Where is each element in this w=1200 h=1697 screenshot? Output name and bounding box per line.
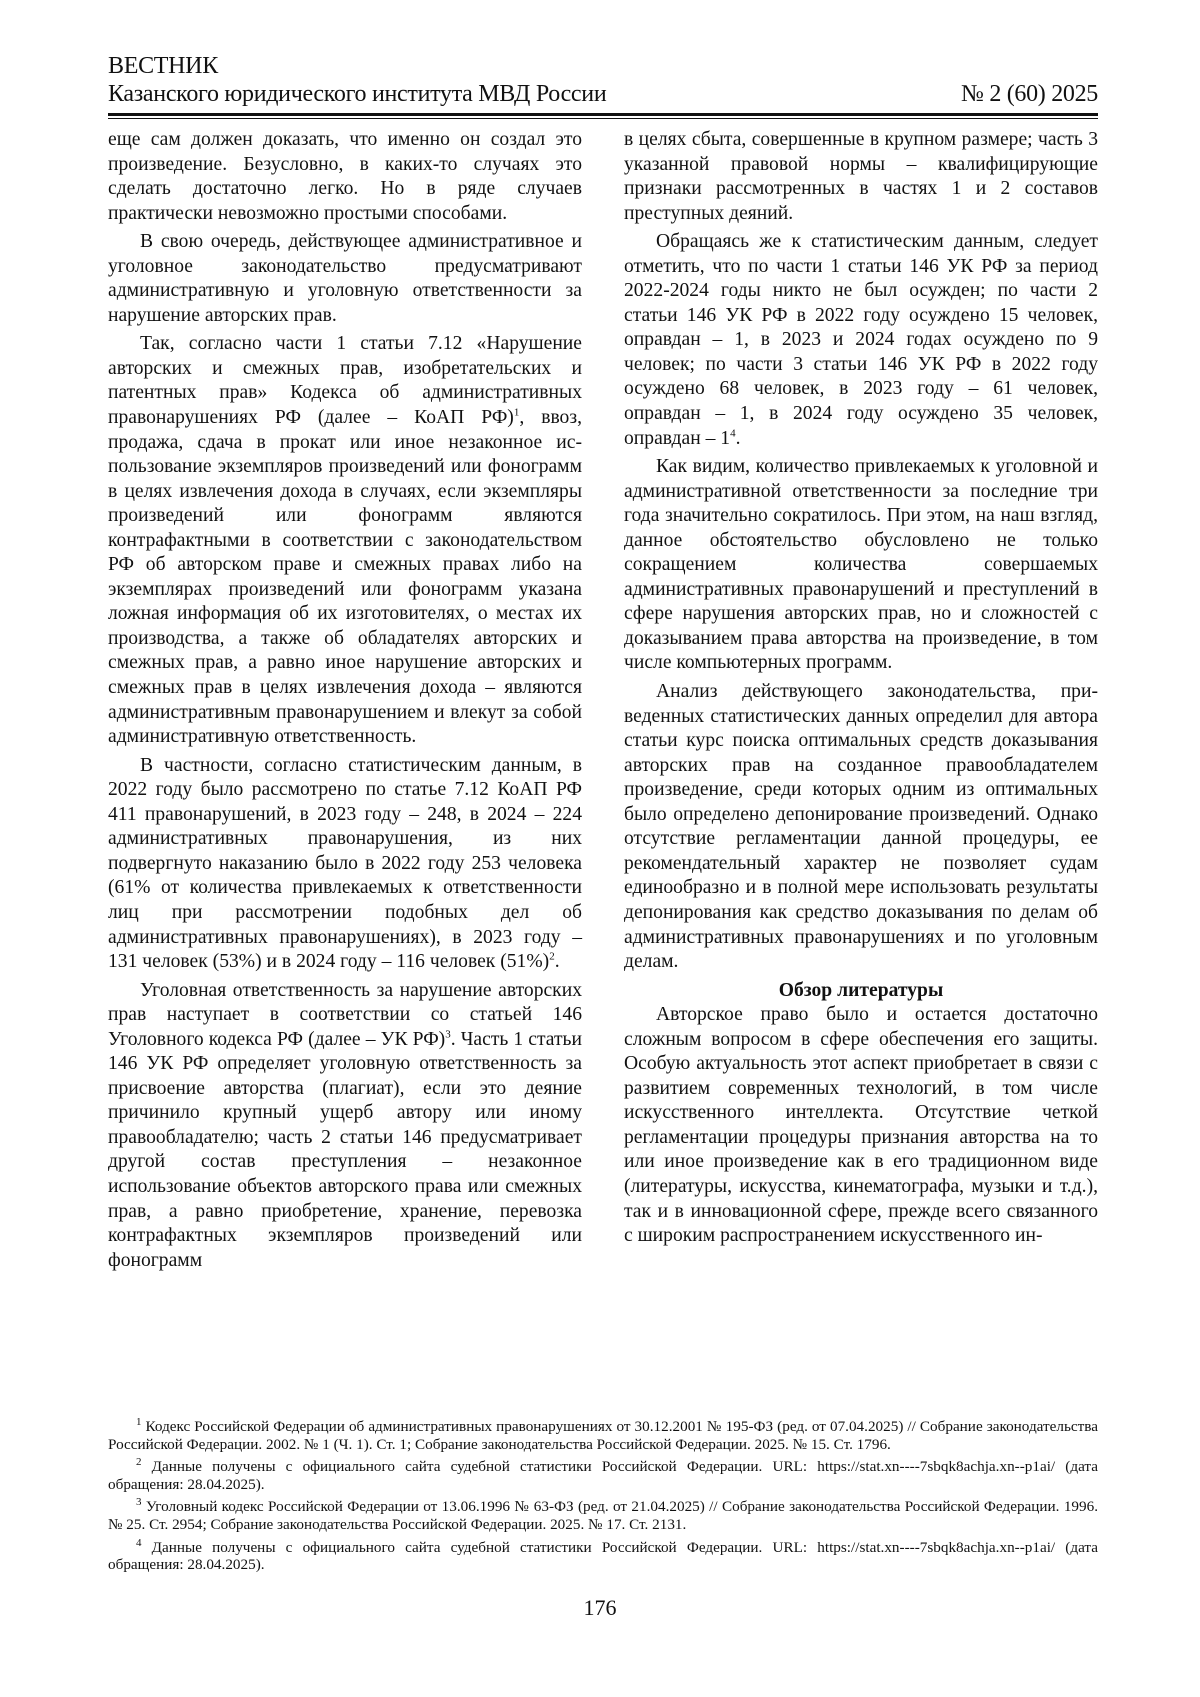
footnote-text: Данные получены с официального сайта судебной статистики Российской Федерации. URL: https://stat.xn----7sbqk8achja.xn--p1ai/ (дата обращения: 28.04.2025). [108,1458,1098,1493]
journal-title: ВЕСТНИК [108,53,218,79]
issue-number: № 2 (60) 2025 [961,81,1098,107]
paragraph: еще сам должен доказать, что именно он создал это произведение. Безусловно, в каких-то случаях это сделать достаточно легко. Но в ряде случаев практически невозможно простыми способами. [108,129,582,224]
paragraph: Как видим, количество привлекаемых к уголовной и административной ответственности за последние три года значительно сократилось. При этом, на наш взгляд, данное обстоятельство обусловлено не только сокращением количества совершаемых административных правонарушений и преступлений в сфере нарушения авторских прав, но и сложностей с доказыванием права авторства на произведение, в том числе компьютерных программ. [624,456,1098,674]
paragraph-text: Обращаясь же к статистическим данным, следует отметить, что по части 1 статьи 146 УК РФ за период 2022-2024 годы никто не был осужден; по части 2 статьи 146 УК РФ в 2022 году осуждено 15 человек, оправдан – 1, в 2023 и 2024 годах осуждено по 9 человек; по части 3 статьи 146 УК РФ в 2022 году осуждено 68 человек, в 2023 году – 61 человек, оправдан – 1, в 2024 году осуждено 35 человек, оправдан – 1 [624,231,1098,449]
paragraph-text: . [450,1028,456,1050]
paragraph: В свою очередь, действующее административное и уголовное законодательство предусматривают административную и уголовную ответственности за нарушение авторских прав. [108,231,582,326]
paragraph-text: . [735,427,741,449]
paragraph: в целях сбыта, совершенные в крупном размере; часть 3 указанной правовой нормы – квалифицирующие признаки рассмотренных в частях 1 и 2 составов преступных деяний. [624,129,1098,224]
footnote [108,1415,1098,1453]
paragraph [108,754,582,975]
footnote [108,1536,1098,1574]
paragraph-text: Уголовная ответственность за нарушение авторских прав наступает в соответствии со статьей 146 Уголовного кодекса РФ (далее – УК РФ) [108,979,582,1050]
section-heading: Обзор литературы [778,979,944,1001]
footnote-text: Данные получены с официального сайта судебной статистики Российской Федерации. URL: https://stat.xn----7sbqk8achja.xn--p1ai/ (дата обращения: 28.04.2025). [108,1538,1098,1574]
left-column [108,128,582,1277]
paragraph: Авторское право было и остается достаточно сложным вопросом в сфере обеспечения его защиты. Особую актуальность этот аспект приобретает в связи с развитием современных технологий, в том числе искусственного интеллекта. Отсутствие четкой регламентации процедуры признания авторства на то или иное произведение как в его традиционном виде (литературы, искусства, кинематографа, музыки и т.д.), так и в инновационной сфере, прежде всего связанного с широким распространением искусственного ин- [624,1004,1098,1247]
paragraph [108,332,582,749]
journal-subtitle-row [108,80,1098,108]
paragraph-text: , ввоз, продажа, сдача в прокат или иное незаконное использование экземпляров произведений или фонограмм в целях извлечения дохода в случаях, если экземпляры произведений или фонограмм являются контрафактными в соответствии с законодательством РФ об авторском праве и смежных правах либо на экземплярах произведений или фонограмм указана ложная информация об их изготовителях, о местах их производства, а также об обладателях авторских и смежных прав, а равно иное нарушение авторских и смежных прав в целях извлечения дохода – являются административным правонарушением и влекут за собой административную ответственность. [108,407,582,748]
page-number: 176 [583,1595,617,1620]
footnote [108,1498,1098,1533]
paragraph-text: Так, согласно части 1 статьи 7.12 «Нарушение авторских и смежных прав, изобретательских и патентных прав» Кодекса об административных правонарушениях РФ (далее – КоАП РФ) [108,333,582,429]
footnote-number: 2 [136,1456,142,1469]
footnote-ref[interactable]: 1 [513,406,520,419]
footnote-text: Уголовный кодекс Российской Федерации от 13.06.1996 № 63-ФЗ (ред. от 21.04.2025) // Собрание законодательства Российской Федерации. 1996. № 25. Ст. 2954; Собрание законодательства Российской Федерации. 2025. № 17. Ст. 2131. [108,1498,1098,1533]
footnote-ref[interactable]: 2 [549,950,555,963]
paragraph [624,230,1098,451]
paragraph-text: В частности, согласно статистическим данным, в 2022 году было рассмотрено по статье 7.12 КоАП РФ 411 правонарушений, в 2023 году – 248, в 2024 – 224 административных правонарушения, из них подвергнуто наказанию было в 2022 году 253 человека (61% от количества привлекаемых к ответственности лиц при рассмотрении подобных дел об административных правонарушениях), в 2023 году – 131 человек (53%) и в 2024 году – 116 человек (51%) [108,754,582,973]
footnote-number: 3 [136,1496,142,1509]
journal-header [108,52,1098,119]
right-column [624,128,1098,1277]
footnotes [108,1415,1098,1579]
header-double-rule [108,113,1098,119]
paragraph-text: . [554,951,560,973]
footnote-number: 4 [136,1536,142,1549]
footnote-ref[interactable]: 3 [445,1028,451,1041]
article-body [108,128,1098,1277]
paragraph: Анализ действующего законодательства, приведенных статистических данных определил для автора статьи курс поиска оптимальных средств доказывания авторских прав на созданное правообладателем произведение, среди которых одним из оптимальных было определено депонирование произведений. Однако отсутствие регламентации данной процедуры, ее рекомендательный характер не позволяет судам единообразно и в полной мере использовать результаты депонирования как средство доказывания по делам об административных правонарушениях и по уголовным делам. [624,681,1098,973]
footnote [108,1458,1098,1493]
paragraph-text: Часть 1 статьи 146 УК РФ определяет уголовную ответственность за присвоение авторства (плагиат), если это деяние причинило крупный ущерб автору или иному правообладателю; часть 2 статьи 146 предусматривает другой состав преступления – незаконное использование объектов авторского права или смежных прав, а равно приобретение, хранение, перевозка контрафактных экземпляров произведений или фонограмм [108,1028,582,1271]
footnote-ref[interactable]: 4 [730,427,736,440]
journal-institution: Казанского юридического института МВД России [108,81,607,107]
paragraph [108,979,582,1274]
footnote-number: 1 [136,1415,142,1428]
footnote-text: Кодекс Российской Федерации об административных правонарушениях от 30.12.2001 № 195-ФЗ (ред. от 07.04.2025) // Собрание законодательства Российской Федерации. 2002. № 1 (Ч. 1). Ст. 1; Собрание законодательства Российской Федерации. 2025. № 15. Ст. 1796. [108,1418,1098,1453]
